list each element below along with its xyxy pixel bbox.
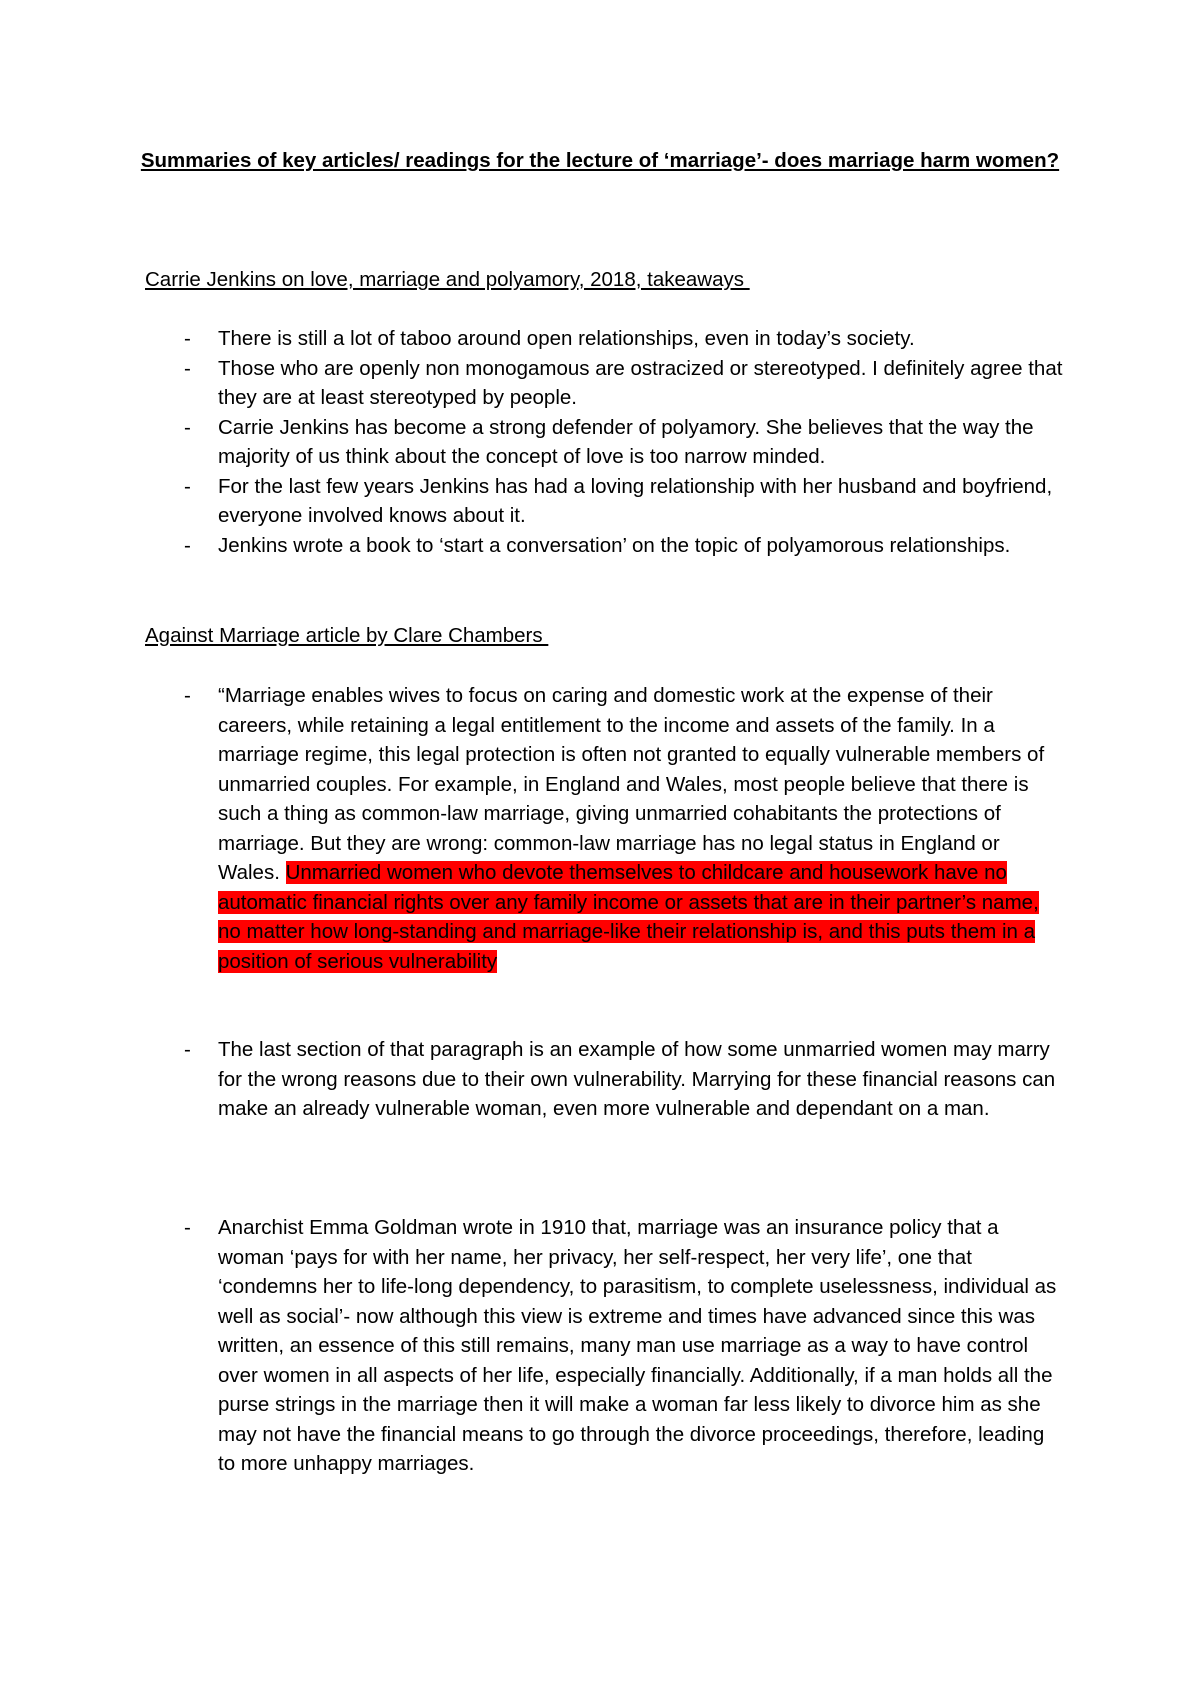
document-title: Summaries of key articles/ readings for the lecture of ‘marriage’- does marriage harm women? bbox=[140, 149, 1060, 172]
list-item bbox=[145, 531, 1065, 561]
section-heading-chambers: Against Marriage article by Clare Chambers bbox=[145, 624, 549, 647]
goldman-comment-list bbox=[145, 1213, 1065, 1479]
quote-plain-text: “Marriage enables wives to focus on caring and domestic work at the expense of their careers, while retaining a legal entitlement to the income and assets of the family. In a marriage regime, this legal protection is often not granted to equally vulnerable members of unmarried couples. For example, in England and Wales, most people believe that there is such a thing as common-law marriage, giving unmarried cohabitants the protections of marriage. But they are wrong: common-law marriage has no legal status in England or Wales. bbox=[218, 684, 1045, 884]
list-item-text: Jenkins wrote a book to ‘start a conversation’ on the topic of polyamorous relationships. bbox=[218, 533, 1011, 557]
jenkins-takeaways-list bbox=[145, 324, 1065, 560]
list-item-text: Anarchist Emma Goldman wrote in 1910 that, marriage was an insurance policy that a woman ‘pays for with her name, her privacy, her self-respect, her very life’, one that ‘condemns her to life-long dependency, to parasitism, to complete uselessness, individual as well as social’- now although this view is extreme and times have advanced since this was written, an essence of this still remains, many man use marriage as a way to have control over women in all aspects of her life, especially financially. Additionally, if a man holds all the purse strings in the marriage then it will make a woman far less likely to divorce him as she may not have the financial means to go through the divorce proceedings, therefore, leading to more unhappy marriages. bbox=[218, 1216, 1057, 1475]
list-item bbox=[145, 354, 1065, 413]
list-item bbox=[145, 413, 1065, 472]
bullet-dash: - bbox=[184, 533, 191, 557]
list-item-text: The last section of that paragraph is an example of how some unmarried women may marry for the wrong reasons due to their own vulnerability. Marrying for these financial reasons can make an already vulnerable woman, even more vulnerable and dependant on a man. bbox=[218, 1038, 1056, 1120]
list-item-text: Carrie Jenkins has become a strong defender of polyamory. She believes that the way the majority of us think about the concept of love is too narrow minded. bbox=[218, 415, 1034, 468]
bullet-dash: - bbox=[184, 415, 191, 439]
list-item-text: There is still a lot of taboo around open relationships, even in today’s society. bbox=[218, 327, 915, 350]
quote-highlighted-text: Unmarried women who devote themselves to childcare and housework have no automatic financial rights over any family income or assets that are in their partner’s name, no matter how long-standing and marriage-like their relationship is, and this puts them in a position of serious vulnerability bbox=[218, 861, 1039, 973]
list-item-text: For the last few years Jenkins has had a loving relationship with her husband and boyfriend, everyone involved knows about it. bbox=[218, 474, 1053, 527]
section-heading-jenkins: Carrie Jenkins on love, marriage and polyamory, 2018, takeaways bbox=[145, 268, 750, 291]
chambers-quote-list bbox=[145, 681, 1065, 976]
bullet-dash: - bbox=[184, 684, 191, 707]
list-item-text: Those who are openly non monogamous are ostracized or stereotyped. I definitely agree that they are at least stereotyped by people. bbox=[218, 356, 1063, 409]
list-item bbox=[145, 1035, 1065, 1124]
bullet-dash: - bbox=[184, 1216, 191, 1239]
bullet-dash: - bbox=[184, 1038, 191, 1061]
chambers-comment-list bbox=[145, 1035, 1065, 1124]
list-item bbox=[145, 324, 1065, 354]
list-item bbox=[145, 1213, 1065, 1479]
bullet-dash: - bbox=[184, 474, 191, 498]
bullet-dash: - bbox=[184, 356, 191, 380]
list-item bbox=[145, 681, 1065, 976]
bullet-dash: - bbox=[184, 327, 191, 350]
list-item bbox=[145, 472, 1065, 531]
